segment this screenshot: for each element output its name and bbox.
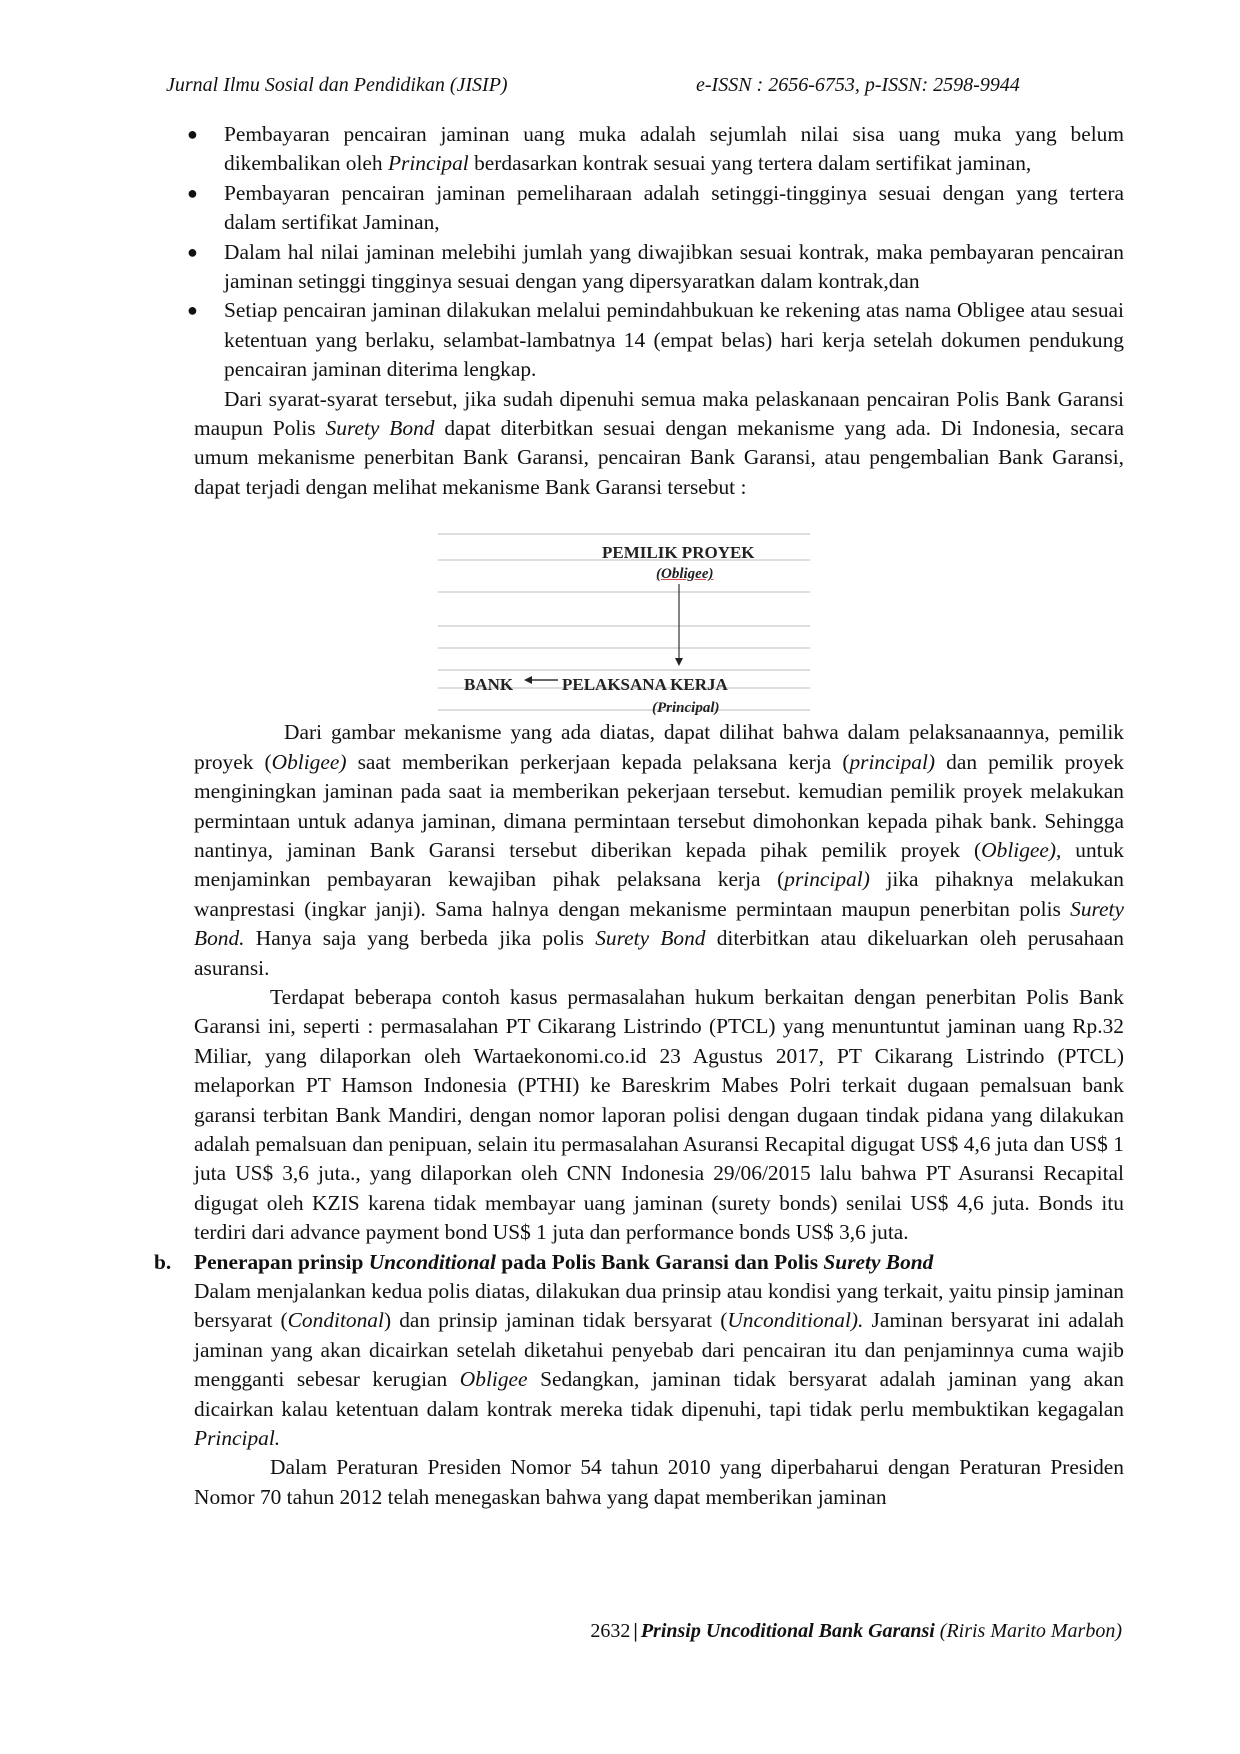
- issn-text: e-ISSN : 2656-6753, p-ISSN: 2598-9944: [696, 74, 1020, 96]
- list-item: ● Dalam hal nilai jaminan melebihi jumlah yang diwajibkan sesuai kontrak, maka pembayaran pencairan jaminan setinggi tingginya sesuai dengan yang dipersyaratkan dalam kontrak,dan: [187, 239, 1124, 294]
- list-item: ● Setiap pencairan jaminan dilakukan melalui pemindahbukuan ke rekening atas nama Obligee atau sesuai ketentuan yang berlaku, selambat-lambatnya 14 (empat belas) hari kerja setelah dokumen pendukung pencairan jaminan diterima lengkap.: [187, 298, 1124, 382]
- article-body: [154, 120, 1125, 1512]
- bullet-icon: ●: [187, 241, 198, 262]
- bullet-icon: ●: [187, 182, 198, 203]
- paragraph: Dalam Peraturan Presiden Nomor 54 tahun 2010 yang diperbaharui dengan Peraturan Presiden Nomor 70 tahun 2012 telah menegaskan bahwa yang dapat memberikan jaminan: [194, 1455, 1124, 1509]
- journal-title: Jurnal Ilmu Sosial dan Pendidikan (JISIP): [166, 74, 508, 96]
- top-node-sub: (Obligee): [656, 566, 714, 583]
- bullet-icon: ●: [187, 124, 198, 144]
- page-number: 2632: [590, 1620, 631, 1642]
- paragraph: Terdapat beberapa contoh kasus permasalahan hukum berkaitan dengan penerbitan Polis Bank Garansi ini, seperti : permasalahan PT Cikarang Listrindo (PTCL) yang menuntuntut jaminan uang Rp.32 Miliar, yang dilaporkan oleh Wartaekonomi.co.id 23 Agustus 2017, PT Cikarang Listrindo (PTCL) melaporkan PT Hamson Indonesia (PTHI) ke Bareskrim Mabes Polri terkait dugaan pemalsuan bank garansi terbitan Bank Mandiri, dengan nomor laporan polisi dengan dugaan tindak pidana yang dilakukan adalah pemalsuan dan penipuan, selain itu permasalahan Asuransi Recapital digugat US$ 4,6 juta dan US$ 1 juta US$ 3,6 juta., yang dilaporkan oleh CNN Indonesia 29/06/2015 lalu bahwa PT Asuransi Recapital digugat oleh KZIS karena tidak membayar uang jaminan (surety bonds) senilai US$ 4,6 juta. Bonds itu terdiri dari advance payment bond US$ 1 juta dan performance bonds US$ 3,6 juta.: [194, 984, 1124, 1245]
- bullet-list: [187, 120, 1124, 385]
- list-item: ● Pembayaran pencairan jaminan uang muka adalah sejumlah nilai sisa uang muka yang belum dikembalikan oleh Principal berdasarkan kontrak sesuai yang tertera dalam sertifikat jaminan,: [187, 122, 1124, 176]
- page-footer: 2632 | Prinsip Uncoditional Bank Garansi (Riris Marito Marbon): [590, 1620, 1122, 1642]
- list-item: ● Pembayaran pencairan jaminan pemeliharaan adalah setinggi-tingginya sesuai dengan yang tertera dalam sertifikat Jaminan,: [187, 180, 1124, 235]
- running-title: Prinsip Uncoditional Bank Garansi: [640, 1620, 935, 1642]
- top-node-label: PEMILIK PROYEK: [602, 543, 755, 563]
- paragraph: Dari gambar mekanisme yang ada diatas, dapat dilihat bahwa dalam pelaksanaannya, pemilik proyek (Obligee) saat memberikan perkerjaan kepada pelaksana kerja (principal) dan pemilik proyek menginingkan jaminan pada saat ia memberikan pekerjaan tersebut. kemudian pemilik proyek melakukan permintaan untuk adanya jaminan, dimana permintaan tersebut dimohonkan kepada pihak bank. Sehingga nantinya, jaminan Bank Garansi tersebut diberikan kepada pihak pemilik proyek (Obligee), untuk menjaminkan pembayaran kewajiban pihak pelaksana kerja (principal) jika pihaknya melakukan wanprestasi (ingkar janji). Sama halnya dengan mekanisme permintaan maupun penerbitan polis Surety Bond. Hanya saja yang berbeda jika polis Surety Bond diterbitkan atau dikeluarkan oleh perusahaan asuransi.: [194, 720, 1125, 980]
- bottom-node-sub: (Principal): [652, 700, 720, 717]
- bank-guarantee-diagram: [438, 532, 810, 718]
- paragraph: Dari syarat-syarat tersebut, jika sudah dipenuhi semua maka pelaskanaan pencairan Polis Bank Garansi maupun Polis Surety Bond dapat diterbitkan sesuai dengan mekanisme yang ada. Di Indonesia, secara umum mekanisme penerbitan Bank Garansi, pencairan Bank Garansi, atau pengembalian Bank Garansi, dapat terjadi dengan melihat mekanisme Bank Garansi tersebut :: [194, 386, 1124, 499]
- bullet-icon: ●: [187, 300, 198, 321]
- paragraph: Dalam menjalankan kedua polis diatas, dilakukan dua prinsip atau kondisi yang terkait, yaitu pinsip jaminan bersyarat (Conditonal) dan prinsip jaminan tidak bersyarat (Unconditional). Jaminan bersyarat ini adalah jaminan yang akan dicairkan setelah diketahui penyebab dari pencairan itu dan penjaminnya cuma wajib mengganti sebesar kerugian Obligee Sedangkan, jaminan tidak bersyarat adalah jaminan yang akan dicairkan kalau ketentuan dalam kontrak mereka tidak dipenuhi, tapi tidak perlu membuktikan kegagalan Principal.: [194, 1279, 1125, 1451]
- section-heading: b. Penerapan prinsip Unconditional pada Polis Bank Garansi dan Polis Surety Bond: [154, 1249, 934, 1274]
- author: (Riris Marito Marbon): [934, 1620, 1122, 1642]
- bottom-node-label: PELAKSANA KERJA: [562, 675, 728, 695]
- bank-node-label: BANK: [464, 675, 514, 695]
